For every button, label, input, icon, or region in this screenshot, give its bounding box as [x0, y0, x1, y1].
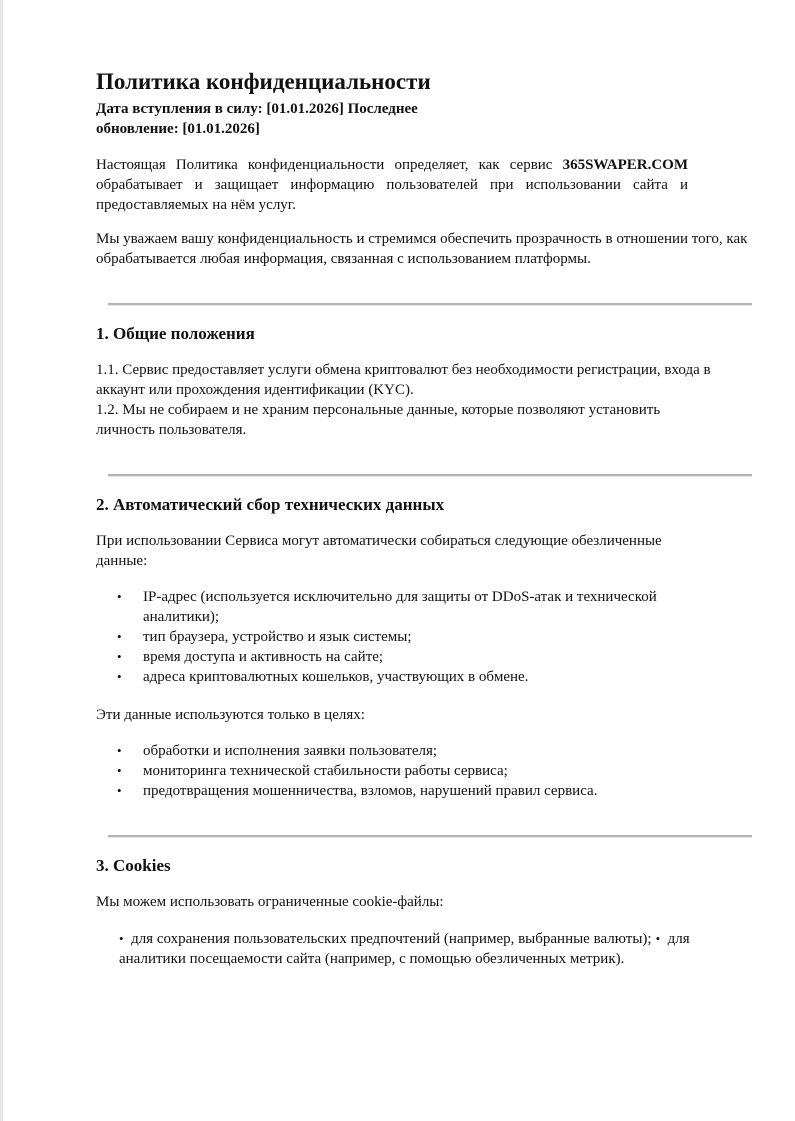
bullet-icon: • — [117, 783, 122, 798]
bullet-icon: • — [117, 763, 122, 778]
list-item — [96, 741, 716, 761]
list-item — [96, 781, 716, 801]
list-item-text: обработки и исполнения заявки пользователя; — [143, 743, 438, 759]
bullet-icon: • — [117, 589, 122, 604]
list-item-text: IP-адрес (используется исключительно для защиты от DDoS-атак и технической аналитики); — [143, 589, 657, 625]
cookie-item — [119, 931, 652, 947]
cookie-item-text: для аналитики посещаемости сайта (например, с помощью обезличенных метрик). — [119, 931, 690, 967]
list-item-text: мониторинга технической стабильности работы сервиса; — [143, 763, 508, 779]
bullet-icon: • — [655, 931, 661, 946]
clause-1-1: 1.1. Сервис предоставляет услуги обмена криптовалют без необходимости регистрации, входа в аккаунт или прохождения идентификации (KYC). — [96, 362, 711, 398]
list-item-text: время доступа и активность на сайте; — [143, 649, 384, 665]
bullet-icon: • — [117, 743, 122, 758]
purpose-list — [96, 741, 716, 801]
effective-date: Дата вступления в силу: [01.01.2026] Последнее обновление: [01.01.2026] — [96, 101, 418, 137]
list-item — [96, 761, 716, 781]
bullet-icon: • — [117, 649, 122, 664]
list-item — [96, 627, 716, 647]
page-left-edge — [0, 0, 3, 1121]
bullet-icon: • — [117, 629, 122, 644]
list-item — [96, 667, 716, 687]
list-item-text: адреса криптовалютных кошельков, участвующих в обмене. — [143, 669, 529, 685]
section-heading-cookies: 3. Cookies — [96, 856, 171, 875]
bullet-icon: • — [117, 669, 122, 684]
intro-text: Настоящая Политика конфиденциальности определяет, как сервис — [96, 157, 563, 173]
section-2-intro: При использовании Сервиса могут автоматически собираться следующие обезличенные данные: — [96, 533, 662, 569]
intro-paragraph-1 — [96, 155, 688, 215]
cookie-item-text: для сохранения пользовательских предпочтений (например, выбранные валюты); — [131, 931, 652, 947]
purpose-intro: Эти данные используются только в целях: — [96, 707, 365, 723]
list-item — [96, 647, 716, 667]
intro-paragraph-2: Мы уважаем вашу конфиденциальность и стремимся обеспечить прозрачность в отношении того, как обрабатывается любая информация, связанная с использованием платформы. — [96, 231, 748, 267]
divider — [108, 835, 752, 838]
divider — [108, 303, 752, 306]
cookies-intro: Мы можем использовать ограниченные cookie-файлы: — [96, 894, 444, 910]
section-heading-technical-data: 2. Автоматический сбор технических данных — [96, 495, 445, 514]
collected-data-list — [96, 587, 716, 687]
document-title: Политика конфиденциальности — [96, 69, 431, 94]
list-item — [96, 587, 716, 627]
list-item-text: тип браузера, устройство и язык системы; — [143, 629, 412, 645]
section-heading-general: 1. Общие положения — [96, 324, 255, 343]
brand-name: 365SWAPER.COM — [562, 157, 688, 173]
list-item-text: предотвращения мошенничества, взломов, нарушений правил сервиса. — [143, 783, 598, 799]
intro-text-rest: обрабатывает и защищает информацию пользователей при использовании сайта и предоставляемых на нём услуг. — [96, 177, 688, 213]
bullet-icon: • — [119, 931, 124, 946]
clause-1-2: 1.2. Мы не собираем и не храним персональные данные, которые позволяют установить личность пользователя. — [96, 402, 661, 438]
cookies-list — [119, 929, 739, 969]
divider — [108, 474, 752, 477]
